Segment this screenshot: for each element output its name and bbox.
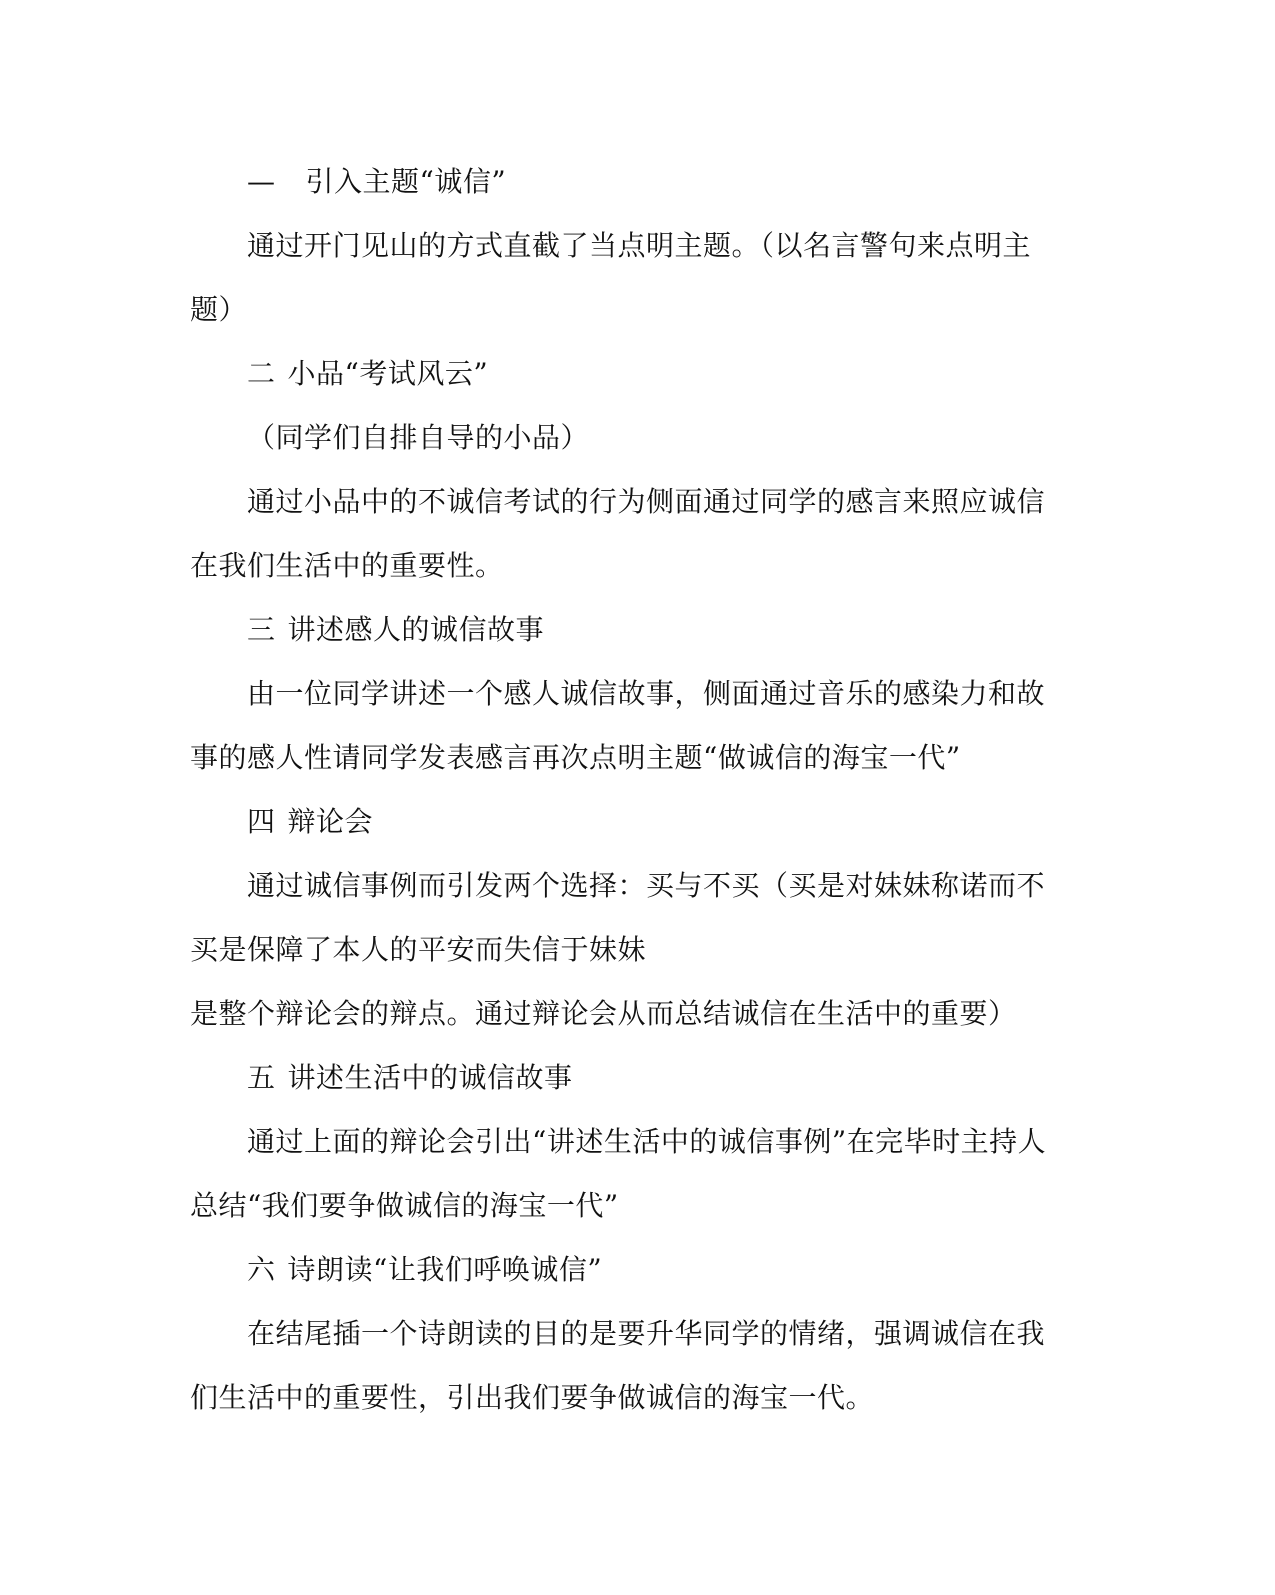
- section-note: （同学们自排自导的小品）: [247, 421, 590, 454]
- section-heading-4: [247, 804, 1117, 840]
- section-heading-6: [247, 1252, 1117, 1288]
- paragraph-line: 总结“我们要争做诚信的海宝一代”: [190, 1189, 619, 1222]
- paragraph-line: 通过小品中的不诚信考试的行为侧面通过同学的感言来照应诚信: [247, 485, 1046, 518]
- section-title: 辩论会: [287, 805, 374, 838]
- section-title: 诗朗读“让我们呼唤诚信”: [287, 1253, 603, 1286]
- section-number: 三: [247, 613, 276, 646]
- paragraph-line: 通过诚信事例而引发两个选择：买与不买（买是对妹妹称诺而不: [247, 869, 1046, 902]
- paragraph-line: 们生活中的重要性，引出我们要争做诚信的海宝一代。: [190, 1381, 875, 1414]
- section-title: 小品“考试风云”: [287, 357, 489, 390]
- section-number: 五: [247, 1061, 276, 1094]
- paragraph-line: 题）: [190, 293, 248, 326]
- section-number: 四: [247, 805, 276, 838]
- paragraph-line: 在结尾插一个诗朗读的目的是要升华同学的情绪，强调诚信在我: [247, 1317, 1046, 1350]
- section-number: —: [247, 165, 276, 198]
- section-heading-5: [247, 1060, 1117, 1096]
- paragraph-line: 事的感人性请同学发表感言再次点明主题“做诚信的海宝一代”: [190, 741, 961, 774]
- section-number: 六: [247, 1253, 276, 1286]
- paragraph-line: 由一位同学讲述一个感人诚信故事，侧面通过音乐的感染力和故: [247, 677, 1046, 710]
- section-heading-3: [247, 612, 1117, 648]
- paragraph-line: 通过开门见山的方式直截了当点明主题。（以名言警句来点明主: [247, 229, 1032, 262]
- section-title: 讲述生活中的诚信故事: [287, 1061, 573, 1094]
- section-heading-2: [247, 356, 1117, 392]
- section-heading-1: [247, 164, 1117, 200]
- paragraph-line: 是整个辩论会的辩点。通过辩论会从而总结诚信在生活中的重要）: [190, 997, 1017, 1030]
- paragraph-line: 买是保障了本人的平安而失信于妹妹: [190, 933, 647, 966]
- paragraph-line: 通过上面的辩论会引出“讲述生活中的诚信事例”在完毕时主持人: [247, 1125, 1047, 1158]
- section-number: 二: [247, 357, 276, 390]
- section-title: 引入主题“诚信”: [305, 165, 507, 198]
- section-title: 讲述感人的诚信故事: [287, 613, 545, 646]
- paragraph-line: 在我们生活中的重要性。: [190, 549, 504, 582]
